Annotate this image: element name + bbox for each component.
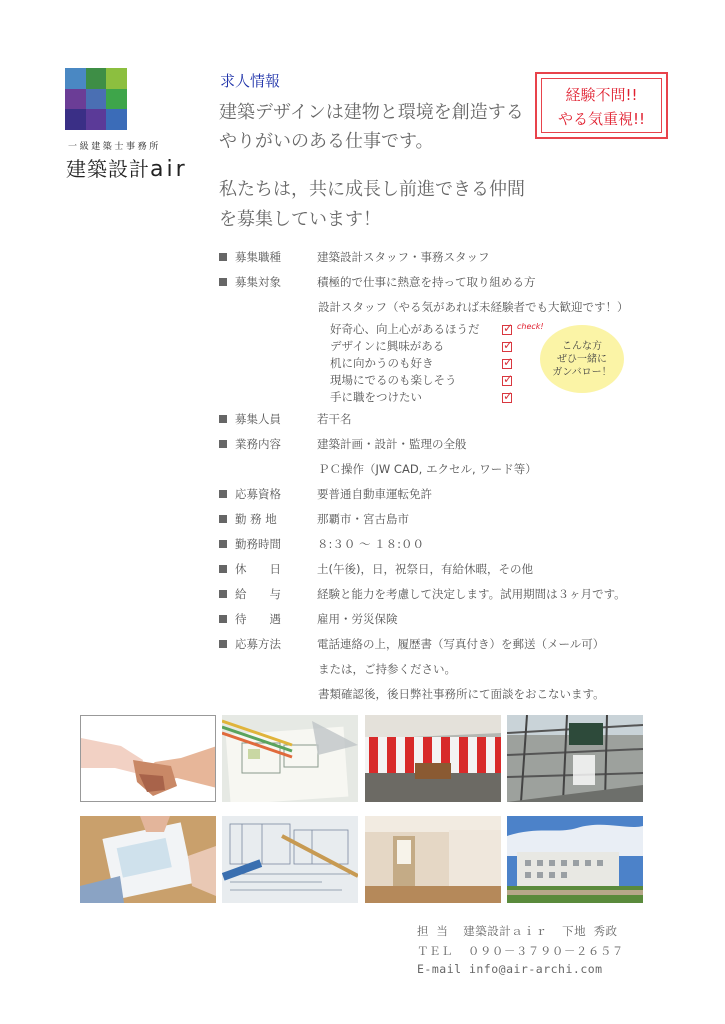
contact-person: 担 当 建築設計ａｉｒ 下地 秀政: [417, 924, 618, 938]
row-apply-method: [219, 635, 604, 653]
stamp-box: [535, 72, 668, 139]
meeting-table-photo: [80, 816, 216, 903]
bullet-square-icon: [219, 490, 227, 498]
row-label: 応募方法: [235, 637, 281, 651]
row-value: ８:３０ ～ １８:００: [317, 537, 425, 551]
contact-email: E-mail info@air-archi.com: [417, 962, 603, 976]
bullet-square-icon: [219, 640, 227, 648]
logo-tile: [106, 109, 127, 130]
row-target: [219, 273, 536, 291]
bullet-square-icon: [219, 253, 227, 261]
row-holidays: [219, 560, 533, 578]
logo-subtitle: 一級建築士事務所: [68, 142, 161, 152]
row-value: 建築設計スタッフ・事務スタッフ: [317, 250, 490, 264]
checkbox-checked-icon: ✓: [503, 389, 514, 403]
row-label: 業務内容: [235, 437, 281, 451]
category-title: 求人情報: [220, 72, 281, 90]
logo-tile: [65, 89, 86, 110]
row-benefits: [219, 610, 398, 628]
checklist-item: デザインに興味がある: [330, 339, 445, 353]
bullet-square-icon: [219, 278, 227, 286]
bullet-square-icon: [219, 540, 227, 548]
construction-site-photo: [507, 715, 643, 802]
row-work-content: [219, 435, 467, 453]
row-label: 募集対象: [235, 275, 281, 289]
bullet-square-icon: [219, 615, 227, 623]
logo-tile: [106, 68, 127, 89]
row-value: 建築計画・設計・監理の全般: [317, 437, 467, 451]
row-label: 応募資格: [235, 487, 281, 501]
row-value: 雇用・労災保険: [317, 612, 398, 626]
checkbox-checked-icon: ✓: [503, 338, 514, 352]
row-label: 勤 務 地: [235, 512, 277, 526]
logo-tile: [86, 109, 107, 130]
bullet-square-icon: [219, 590, 227, 598]
lead-line-1: 建築デザインは建物と環境を創造する: [219, 102, 524, 123]
row-job-type: [219, 248, 490, 266]
bubble-line-1: こんな方: [562, 341, 602, 352]
bubble-line-2: ぜひ一緒に: [557, 354, 607, 365]
speech-bubble: [540, 325, 624, 393]
row-salary: [219, 585, 626, 603]
checklist-item: 手に職をつけたい: [330, 390, 422, 404]
sub-line-1: 私たちは，共に成長し前進できる仲間: [219, 179, 525, 200]
row-label: 給 与: [235, 587, 281, 601]
lead-text: [219, 98, 524, 156]
sub-text: [219, 175, 525, 235]
checkbox-checked-icon: ✓: [503, 321, 514, 335]
sub-line-2: を募集しています！: [219, 209, 381, 230]
row-label: 待 遇: [235, 612, 281, 626]
checklist-item: 現場にでるのも楽しそう: [330, 373, 457, 387]
logo-tile: [86, 89, 107, 110]
row-qualification: [219, 485, 432, 503]
logo-tile: [65, 68, 86, 89]
ceremony-tent-photo: [365, 715, 501, 802]
logo-tile: [106, 89, 127, 110]
stamp-line-2: やる気重視!!: [557, 110, 646, 128]
row-value: 経験と能力を考慮して決定します。試用期間は３ヶ月です。: [317, 587, 626, 601]
logo-tile: [65, 109, 86, 130]
row-label: 休 日: [235, 562, 281, 576]
logo-name-jp: 建築設計: [66, 157, 150, 181]
row-hours: [219, 535, 424, 553]
checkbox-checked-icon: ✓: [503, 372, 514, 386]
apply-extra-2: 書類確認後，後日弊社事務所にて面談をおこないます。: [318, 687, 605, 701]
checklist-item: 机に向かうのも好き: [330, 356, 434, 370]
logo-name: [66, 153, 188, 182]
row-headcount: [219, 410, 352, 428]
bubble-text: [540, 340, 624, 379]
completed-building-photo: [507, 816, 643, 903]
row-label: 募集職種: [235, 250, 281, 264]
check-label: check!: [517, 322, 544, 331]
blueprint-photo: [222, 816, 358, 903]
row-label: 勤務時間: [235, 537, 281, 551]
target-note: 設計スタッフ（やる気があれば未経験者でも大歓迎です！）: [318, 300, 629, 314]
bubble-line-3: ガンバロー！: [552, 367, 612, 378]
row-value: 土(午後)，日，祝祭日，有給休暇，その他: [317, 562, 533, 576]
bullet-square-icon: [219, 415, 227, 423]
logo-tile: [86, 68, 107, 89]
bullet-square-icon: [219, 565, 227, 573]
work-extra: ＰＣ操作（JW CAD, エクセル, ワード等）: [318, 462, 537, 476]
interior-room-photo: [365, 816, 501, 903]
bullet-square-icon: [219, 515, 227, 523]
contact-tel: ＴＥＬ ０９０－３７９０－２６５７: [417, 944, 624, 958]
row-value: 電話連絡の上，履歴書（写真付き）を郵送（メール可）: [317, 637, 605, 651]
logo-name-en: air: [150, 157, 188, 182]
lead-line-2: やりがいのある仕事です。: [219, 131, 434, 152]
row-label: 募集人員: [235, 412, 281, 426]
apply-extra-1: または，ご持参ください。: [318, 662, 456, 676]
row-value: 若干名: [317, 412, 352, 426]
row-value: 要普通自動車運転免許: [317, 487, 432, 501]
checkbox-checked-icon: ✓: [503, 355, 514, 369]
stamp-text: [537, 83, 666, 131]
bullet-square-icon: [219, 440, 227, 448]
plan-drawing-photo: [222, 715, 358, 802]
row-value: 那覇市・宮古島市: [317, 512, 409, 526]
logo-mark: [65, 68, 127, 130]
handshake-photo: [80, 715, 216, 802]
stamp-line-1: 経験不問!!: [565, 86, 638, 104]
row-value: 積極的で仕事に熱意を持って取り組める方: [317, 275, 536, 289]
row-location: [219, 510, 409, 528]
checklist-item: 好奇心、向上心があるほうだ: [330, 322, 480, 336]
